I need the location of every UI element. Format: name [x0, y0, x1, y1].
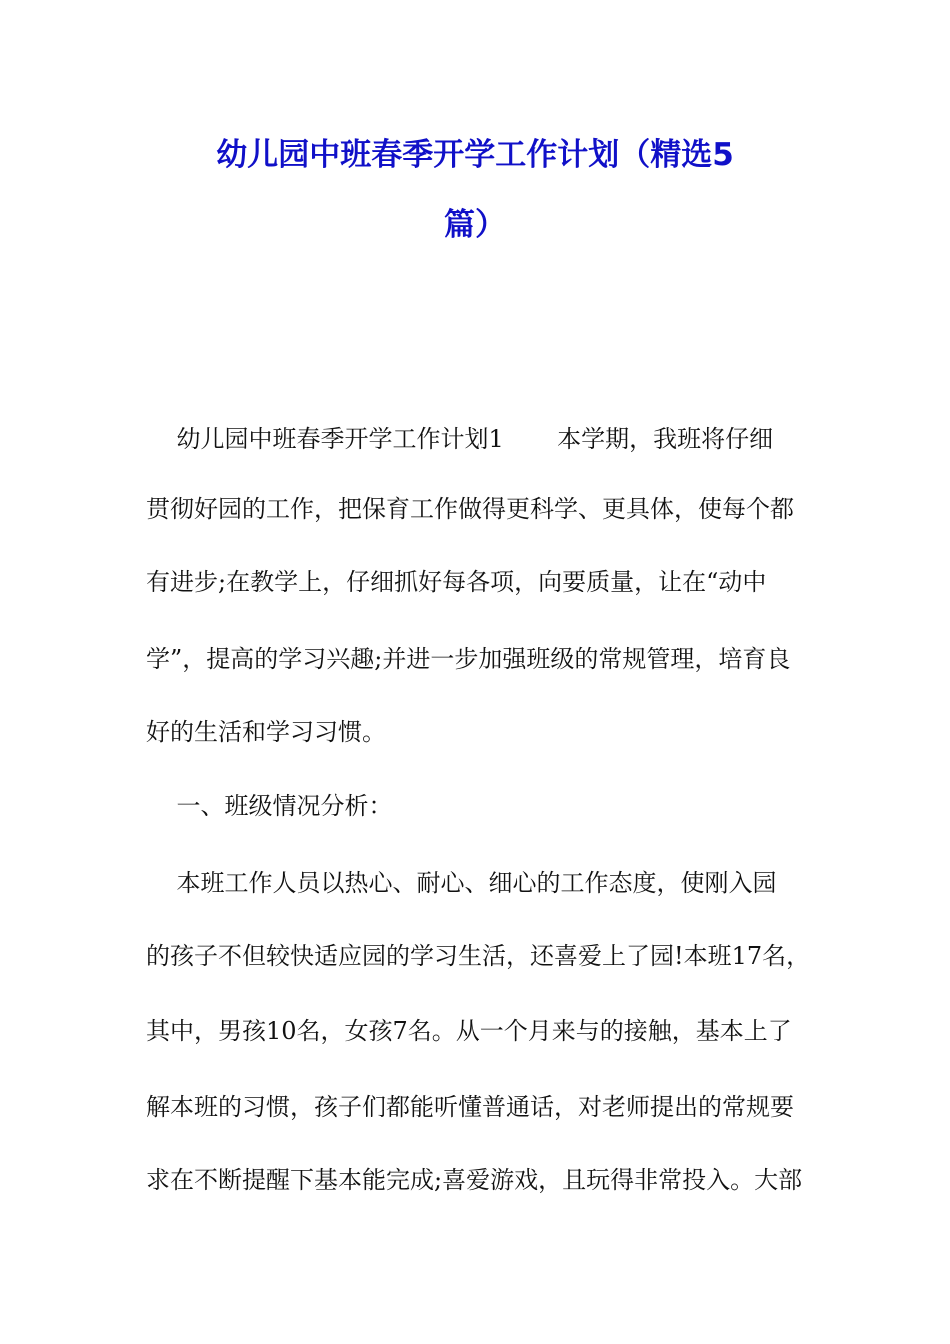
body-line-9: 其中，男孩10名，女孩7名。从一个月来与的接触，基本上了 [146, 1017, 792, 1045]
body-line-7: 本班工作人员以热心、耐心、细心的工作态度，使刚入园 [146, 869, 777, 897]
section-heading-class-analysis: 一、班级情况分析： [146, 792, 393, 820]
body-line-10: 解本班的习惯，孩子们都能听懂普通话，对老师提出的常规要 [146, 1093, 794, 1121]
document-title-line-1: 幼儿园中班春季开学工作计划（精选5 [216, 137, 734, 173]
document-title-line-2: 篇） [444, 207, 506, 243]
body-line-11: 求在不断提醒下基本能完成;喜爱游戏，且玩得非常投入。大部 [146, 1166, 803, 1194]
body-line-1: 幼儿园中班春季开学工作计划1 本学期，我班将仔细 [146, 425, 774, 453]
body-line-2: 贯彻好园的工作，把保育工作做得更科学、更具体，使每个都 [146, 495, 794, 523]
body-line-3: 有进步;在教学上，仔细抓好每各项，向要质量，让在“动中 [146, 568, 767, 596]
body-line-4: 学”，提高的学习兴趣;并进一步加强班级的常规管理，培育良 [146, 645, 791, 673]
body-line-5: 好的生活和学习习惯。 [146, 718, 386, 746]
body-line-8: 的孩子不但较快适应园的学习生活，还喜爱上了园!本班17名， [146, 942, 811, 970]
